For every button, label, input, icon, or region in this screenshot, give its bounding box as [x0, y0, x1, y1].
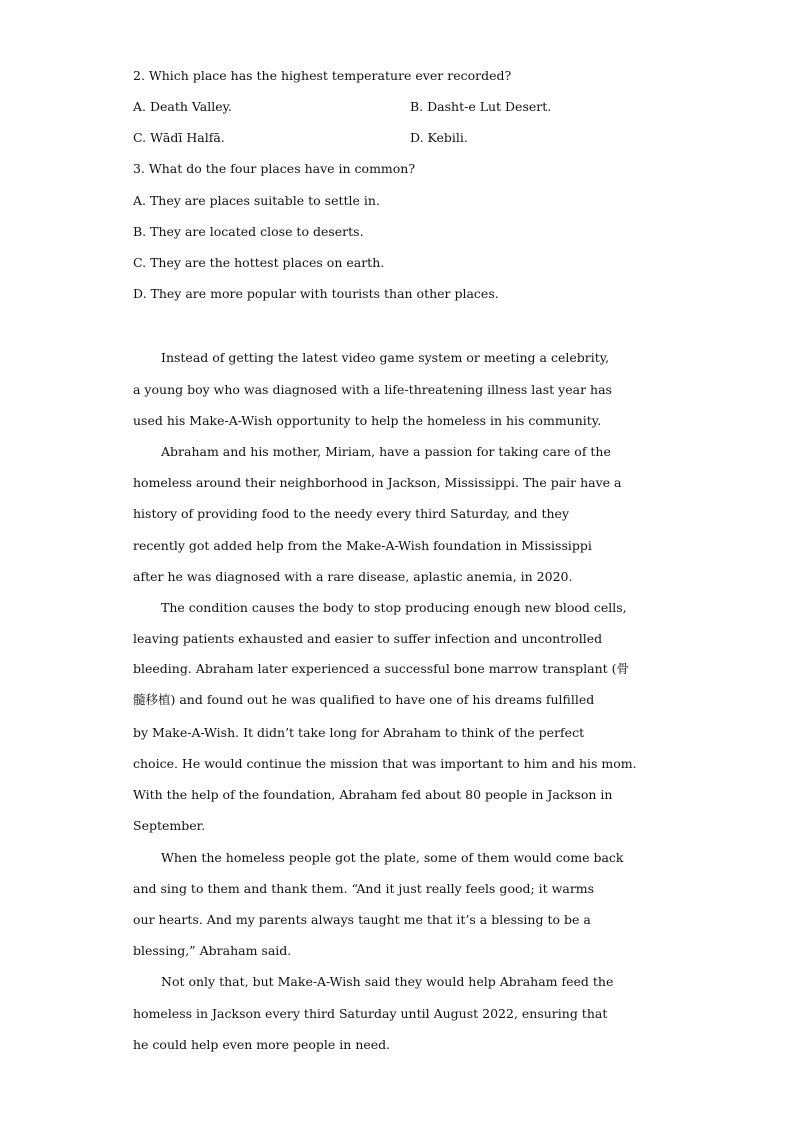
passage-p3-line: leaving patients exhausted and easier to suffer infection and uncontrolled	[133, 631, 603, 646]
passage-p2-line: history of providing food to the needy every third Saturday, and they	[133, 506, 570, 521]
passage-p2-line: after he was diagnosed with a rare disease, aplastic anemia, in 2020.	[133, 569, 573, 584]
passage-p3-line: bleeding. Abraham later experienced a successful bone marrow transplant (骨	[133, 661, 630, 676]
passage-p1-line: used his Make-A-Wish opportunity to help the homeless in his community.	[133, 413, 602, 428]
passage-p3-line: September.	[133, 818, 206, 833]
question-2-option-a: A. Death Valley.	[133, 99, 232, 114]
passage-p5-line: Not only that, but Make-A-Wish said they would help Abraham feed the	[161, 974, 614, 989]
passage-p4-line: blessing,” Abraham said.	[133, 943, 292, 958]
passage-p3-line: The condition causes the body to stop producing enough new blood cells,	[161, 600, 627, 615]
passage-p2-line: Abraham and his mother, Miriam, have a passion for taking care of the	[161, 444, 611, 459]
passage-p3-line: by Make-A-Wish. It didn’t take long for Abraham to think of the perfect	[133, 725, 585, 740]
passage-p1-line: Instead of getting the latest video game system or meeting a celebrity,	[161, 350, 610, 365]
question-3-option-c: C. They are the hottest places on earth.	[133, 255, 385, 270]
passage-p4-line: our hearts. And my parents always taught me that it’s a blessing to be a	[133, 912, 591, 927]
question-2-option-b: B. Dasht-e Lut Desert.	[410, 99, 552, 114]
question-3-option-b: B. They are located close to deserts.	[133, 224, 364, 239]
passage-p4-line: When the homeless people got the plate, some of them would come back	[161, 850, 624, 865]
question-3-option-a: A. They are places suitable to settle in.	[133, 193, 380, 208]
question-3-stem: 3. What do the four places have in common?	[133, 161, 416, 176]
passage-p3-line: choice. He would continue the mission that was important to him and his mom.	[133, 756, 637, 771]
passage-p4-line: and sing to them and thank them. “And it just really feels good; it warms	[133, 881, 595, 896]
question-2-option-d: D. Kebili.	[410, 130, 468, 145]
passage-p5-line: homeless in Jackson every third Saturday until August 2022, ensuring that	[133, 1006, 608, 1021]
passage-p3-line: 髓移植) and found out he was qualified to have one of his dreams fulfilled	[133, 692, 595, 707]
passage-p2-line: homeless around their neighborhood in Jackson, Mississippi. The pair have a	[133, 475, 622, 490]
question-3-option-d: D. They are more popular with tourists than other places.	[133, 286, 499, 301]
question-2-option-c: C. Wādī Halfā.	[133, 130, 225, 145]
passage-p5-line: he could help even more people in need.	[133, 1037, 391, 1052]
passage-p2-line: recently got added help from the Make-A-Wish foundation in Mississippi	[133, 538, 592, 553]
passage-p3-line: With the help of the foundation, Abraham fed about 80 people in Jackson in	[133, 787, 613, 802]
question-2-stem: 2. Which place has the highest temperature ever recorded?	[133, 68, 512, 83]
passage-p1-line: a young boy who was diagnosed with a life-threatening illness last year has	[133, 382, 612, 397]
